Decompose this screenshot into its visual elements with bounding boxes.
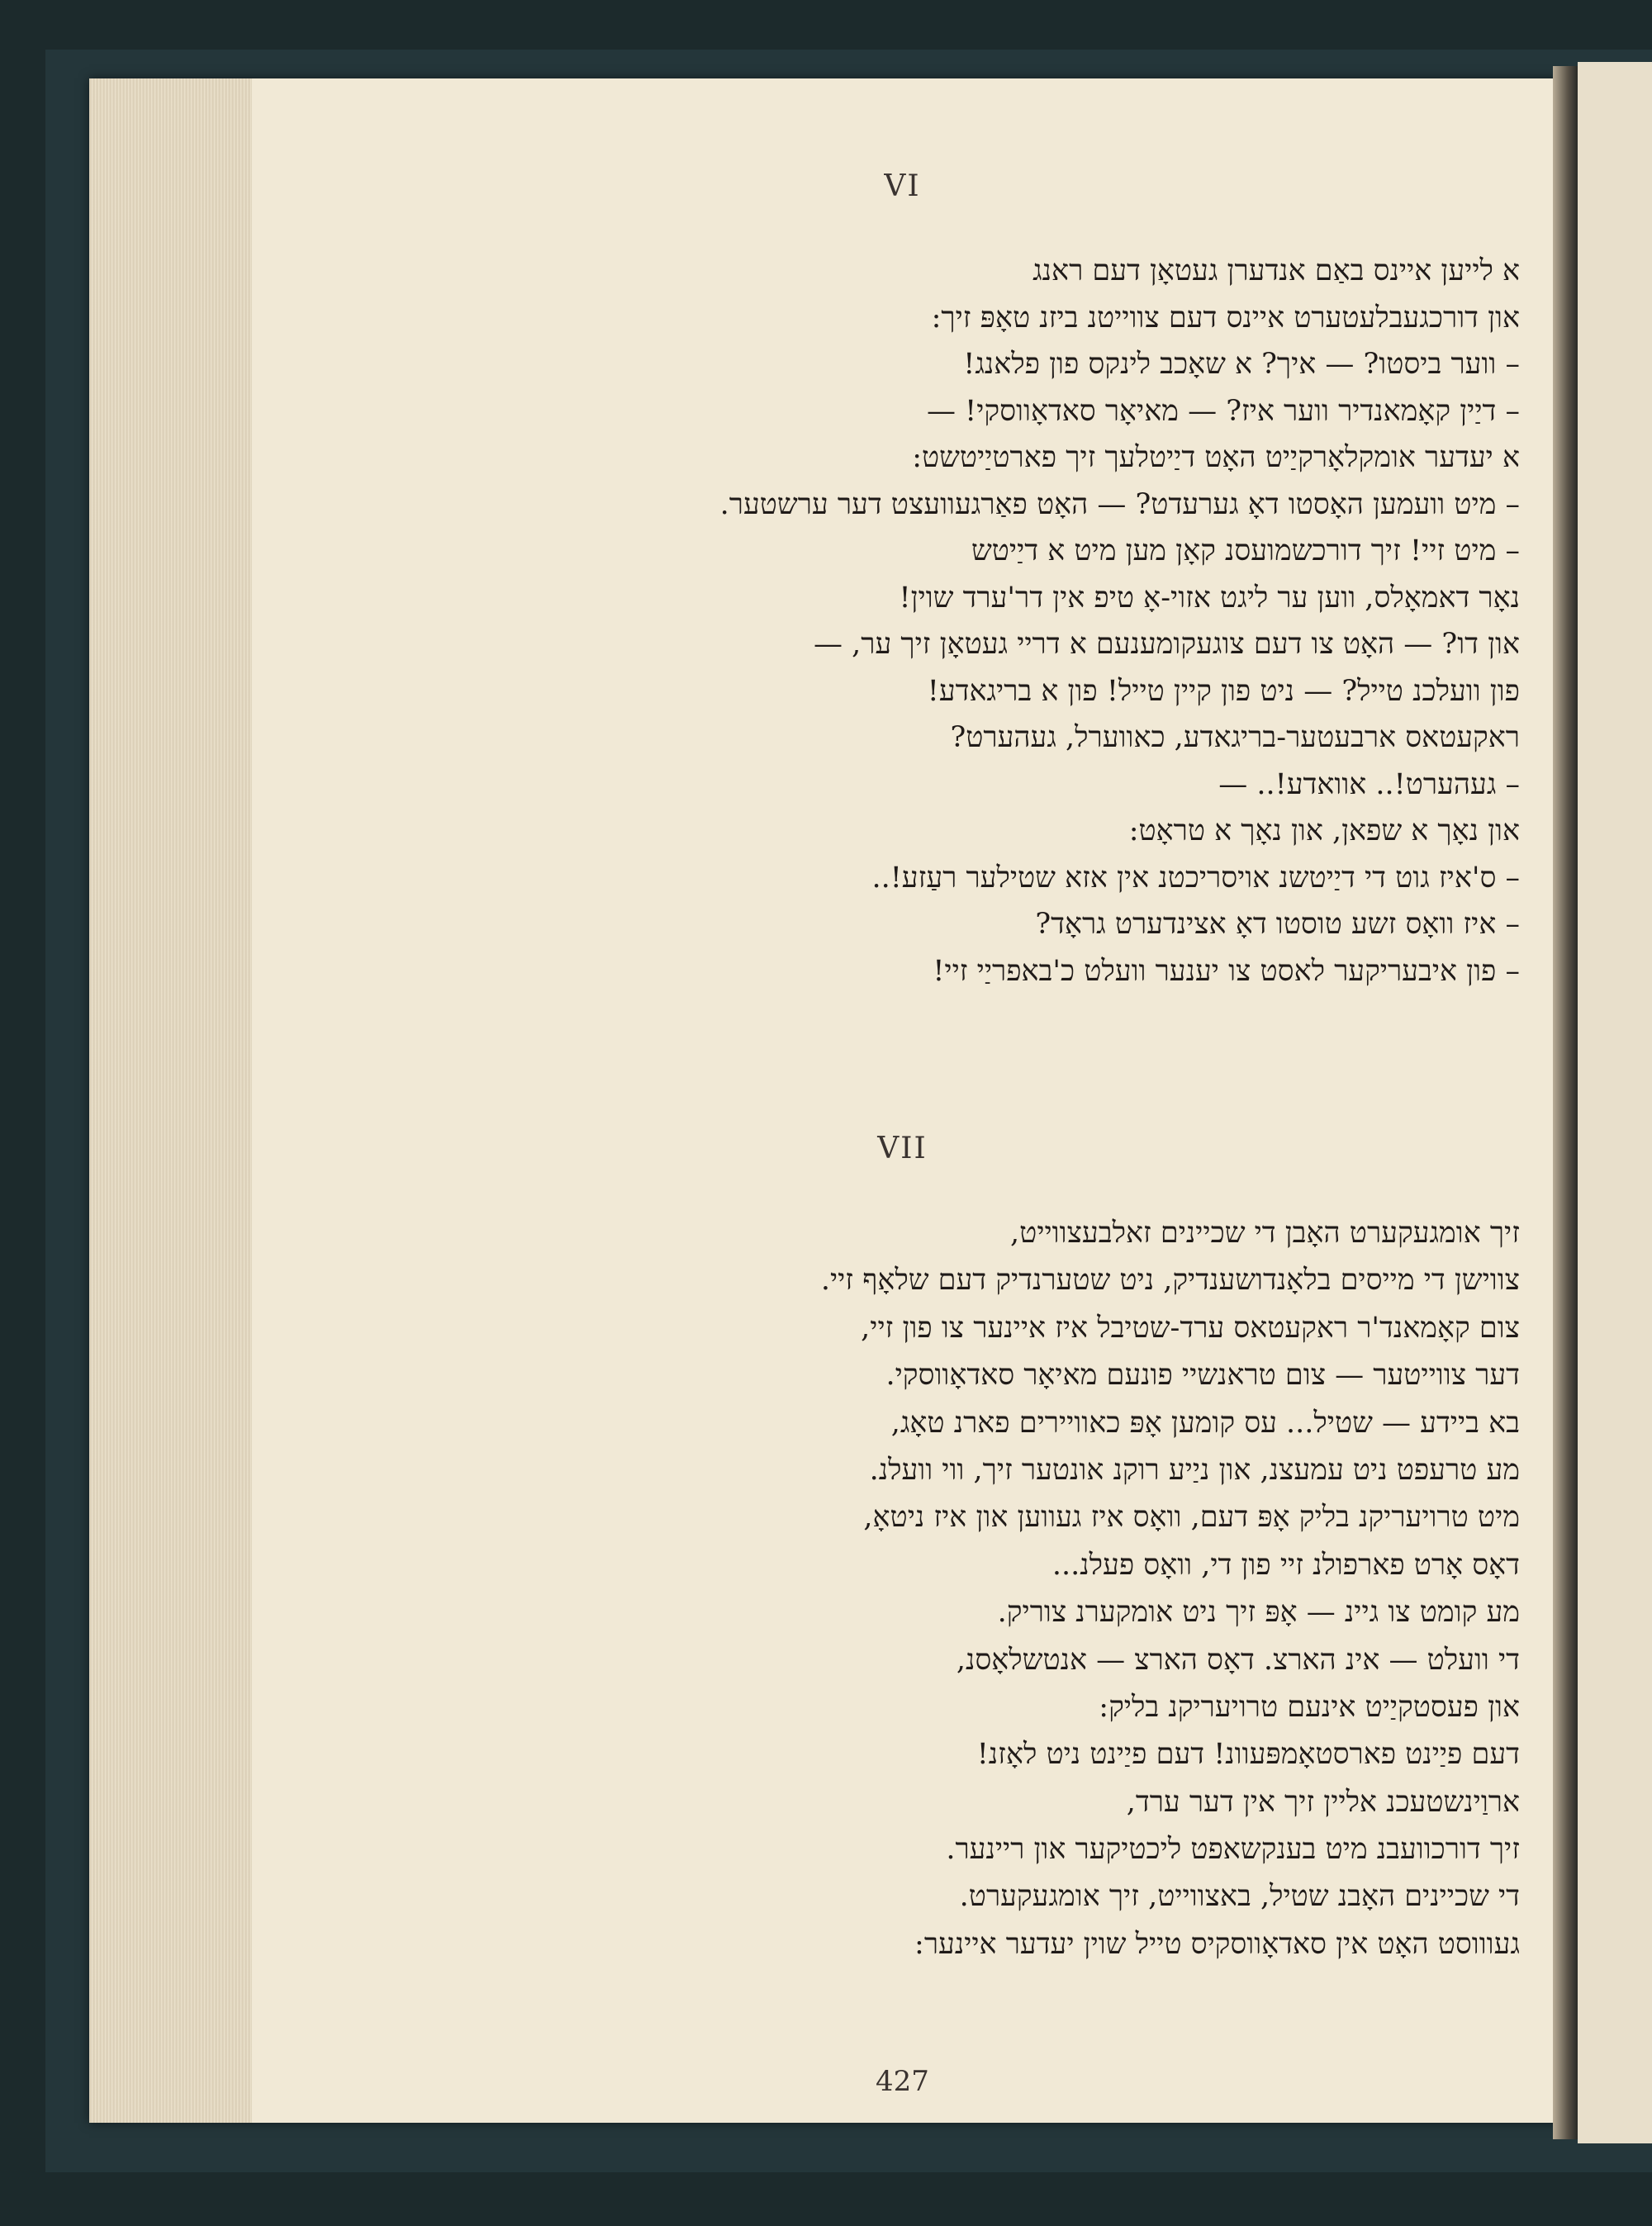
text-line: דעם פיַינט פארסטאָמפּעוונ! דעם פיַינט ניט לאָזנ!: [976, 1738, 1520, 1772]
text-line: מיט טרויעריקנ בליק אָפּ דעם, וואָס איז געווען און איז ניטאָ,: [863, 1501, 1520, 1535]
text-line: און נאָך א שפאן, און נאָך א טראָט:: [1128, 814, 1520, 847]
text-line: – איז וואָס זשע טוסטו דאָ אצינדערט גראָד?: [1035, 908, 1520, 941]
text-line: – ווער ביסטו? — איך? א שאָכב לינקס פון פלאנג!: [963, 348, 1520, 381]
book-page: [252, 78, 1553, 2123]
text-line: און פעסטקיַיט אינעם טרויעריקנ בליק:: [1099, 1690, 1520, 1724]
text-line: מע טרעפט ניט עמעצנ, און ניַיע רוקנ אונטער זיך, ווי וועלנ.: [869, 1453, 1520, 1487]
text-line: – געהערט!.. אוואדע!.. —: [1218, 767, 1520, 801]
text-line: פון וועלכנ טייל? — ניט פון קיין טייל! פון א בריגאדע!: [927, 674, 1520, 708]
section-heading-vi: VI: [884, 169, 921, 203]
text-line: א לייען איינס באַם אנדערן געטאָן דעם ראנג: [1032, 254, 1520, 287]
text-line: בא ביידע — שטיל... עס קומען אָפּ כאוויירים פארנ טאָג,: [890, 1406, 1520, 1440]
section-vii-text: [347, 1210, 1520, 1968]
text-line: און דורכגעבלעטערט איינס דעם צווייטנ ביזנ טאָפּ זיך:: [931, 301, 1520, 335]
text-line: – מיט וועמען האָסטו דאָ גערעדט? — האָט פאַרגעוועצט דער ערשטער.: [719, 487, 1520, 521]
text-line: דאָס אָרט פארפולנ זיי פון די, וואָס פעלנ...: [1051, 1548, 1520, 1582]
text-line: דער צווייטער — צום טראנשיי פונעם מאיאָר סאדאָווסקי.: [885, 1359, 1520, 1393]
section-heading-vii: VII: [877, 1132, 928, 1165]
text-line: די שכיינים האָבנ שטיל, באצווייט, זיך אומגעקערט.: [959, 1880, 1520, 1914]
section-vi-text: [347, 248, 1520, 994]
text-line: געוווסט האָט אין סאדאָווסקיס טייל שוין יעדער איינער:: [914, 1927, 1520, 1961]
page-edges: [89, 78, 254, 2123]
text-line: און דו? — האָט צו דעם צוגעקומענעם א דריי געטאָן זיך ער, —: [814, 628, 1520, 661]
text-line: ראקעטאס ארבעטער-בריגאדע, כאווערל, געהערט?: [950, 721, 1520, 754]
text-line: זיך דורכוועבנ מיט בענקשאפט ליכטיקער און ריינער.: [946, 1833, 1520, 1867]
text-line: זיך אומגעקערט האָבן די שכיינים זאלבעצווייט,: [1010, 1217, 1520, 1250]
book-gutter: [1553, 66, 1578, 2139]
text-line: צווישן די מייסים בלאָנדושענדיק, ניט שטערנדיק דעם שלאָף זיי.: [820, 1264, 1520, 1298]
text-line: – ס'איז גוט די דיַיטשנ אויסריכטנ אין אזא שטילער רעַזע!..: [871, 861, 1520, 895]
text-line: – מיט זיי! זיך דורכשמועסנ קאָן מען מיט א דיַיטש: [971, 534, 1520, 567]
text-line: מע קומט צו גיינ — אָפּ זיך ניט אומקערנ צוריק.: [997, 1596, 1520, 1630]
text-line: – דיַין קאָמאנדיר ווער איז? — מאיאָר סאדאָווסקי! —: [927, 394, 1520, 428]
text-line: צום קאָמאנד'ר ראקעטאס ערד-שטיבל איז איינער צו פון זיי,: [861, 1311, 1520, 1345]
text-line: ארוַינשטעכנ אליין זיך אין דער ערד,: [1126, 1785, 1520, 1819]
facing-page-edge: [1578, 62, 1652, 2143]
text-line: – פון איבעריקער לאסט צו יענער וועלט כ'באפריַי זיי!: [933, 954, 1520, 988]
text-line: א יעדער אומקלאָרקיַיט האָט דיַיטלעך זיך פארטיַיטשט:: [912, 441, 1520, 474]
page-number: 427: [876, 2065, 929, 2098]
text-line: די וועלט — אינ הארצ. דאָס הארצ — אנטשלאָסנ,: [956, 1643, 1520, 1677]
text-line: נאָר דאמאָלס, ווען ער ליגט אזוי-אָ טיפ אין דר'ערד שוין!: [899, 581, 1520, 615]
